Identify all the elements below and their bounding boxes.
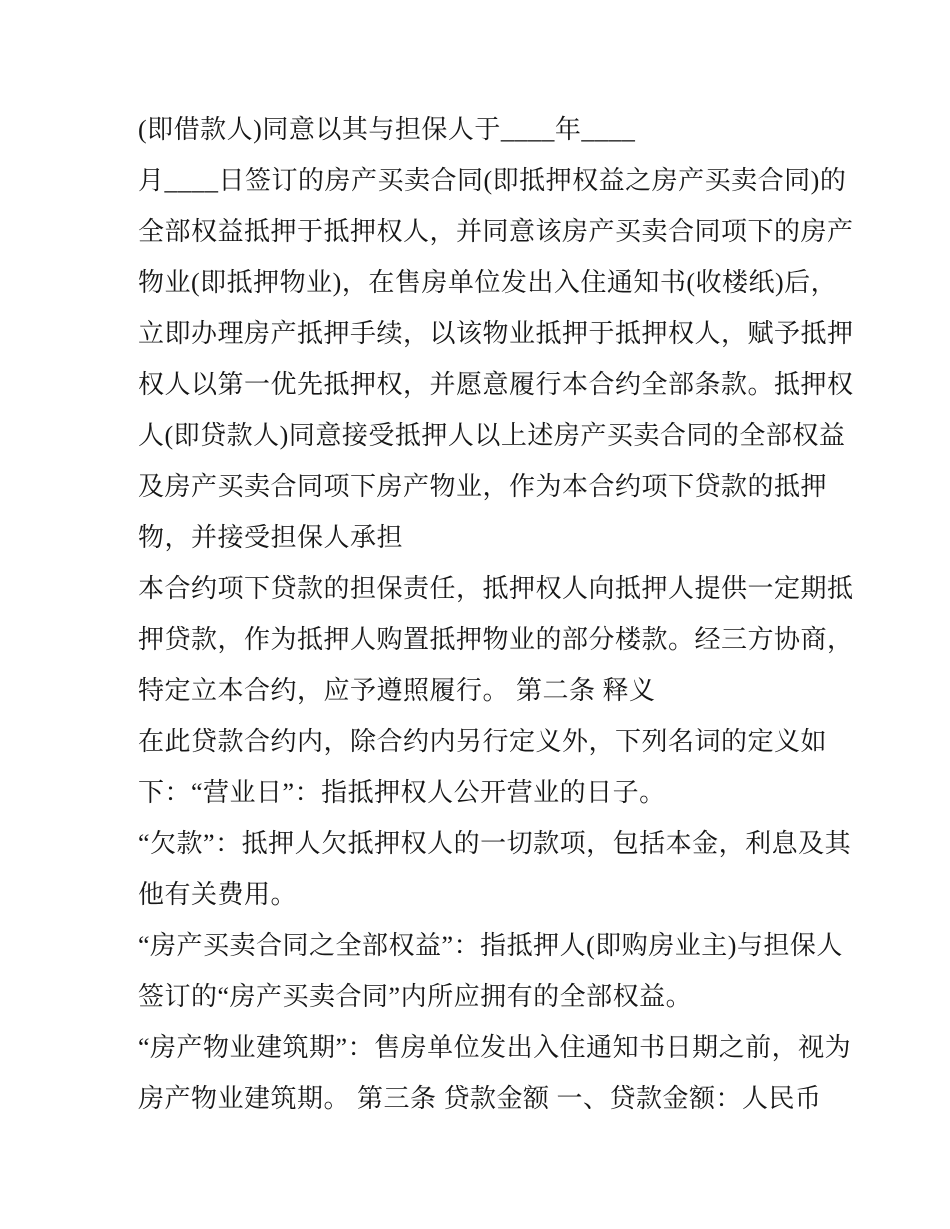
text-line: 押贷款，作为抵押人购置抵押物业的部分楼款。经三方协商， <box>138 625 854 654</box>
text-line: 全部权益抵押于抵押权人，并同意该房产买卖合同项下的房产 <box>138 217 854 246</box>
text-line: 在此贷款合约内，除合约内另行定义外，下列名词的定义如 <box>138 727 828 756</box>
paragraph-definitions-intro <box>138 716 918 818</box>
text-line: 他有关费用。 <box>138 880 298 909</box>
text-line: 人(即贷款人)同意接受抵押人以上述房产买卖合同的全部权益 <box>138 421 846 450</box>
text-line: 权人以第一优先抵押权，并愿意履行本合约全部条款。抵押权 <box>138 370 854 399</box>
text-line: 物，并接受担保人承担 <box>138 523 404 552</box>
paragraph-definition-arrears <box>138 818 918 920</box>
text-line: 物业(即抵押物业)，在售房单位发出入住通知书(收楼纸)后， <box>138 268 838 297</box>
paragraph-definition-construction-period <box>138 1022 918 1124</box>
text-line: “房产物业建筑期”：售房单位发出入住通知书日期之前，视为 <box>138 1033 852 1062</box>
text-line: 立即办理房产抵押手续，以该物业抵押于抵押权人，赋予抵押 <box>138 319 854 348</box>
text-line: “欠款”：抵押人欠抵押权人的一切款项，包括本金，利息及其 <box>138 829 852 858</box>
text-line: 房产物业建筑期。 第三条 贷款金额 一、贷款金额：人民币 <box>138 1084 822 1113</box>
text-line: “房产买卖合同之全部权益”：指抵押人(即购房业主)与担保人 <box>138 931 843 960</box>
text-line: 及房产买卖合同项下房产物业，作为本合约项下贷款的抵押 <box>138 472 828 501</box>
text-line: 特定立本合约，应予遵照履行。 第二条 释义 <box>138 676 656 705</box>
text-line: (即借款人)同意以其与担保人于____年____ <box>138 115 636 144</box>
text-line: 月____日签订的房产买卖合同(即抵押权益之房产买卖合同)的 <box>138 166 847 195</box>
paragraph-definition-contract-rights <box>138 920 918 1022</box>
paragraph-guarantee-and-loan <box>138 563 918 716</box>
paragraph-mortgage-agreement <box>138 104 918 563</box>
text-line: 本合约项下贷款的担保责任，抵押权人向抵押人提供一定期抵 <box>138 574 854 603</box>
contract-text-block <box>138 104 918 1124</box>
text-line: 下：“营业日”：指抵押权人公开营业的日子。 <box>138 778 666 807</box>
text-line: 签订的“房产买卖合同”内所应拥有的全部权益。 <box>138 982 693 1011</box>
